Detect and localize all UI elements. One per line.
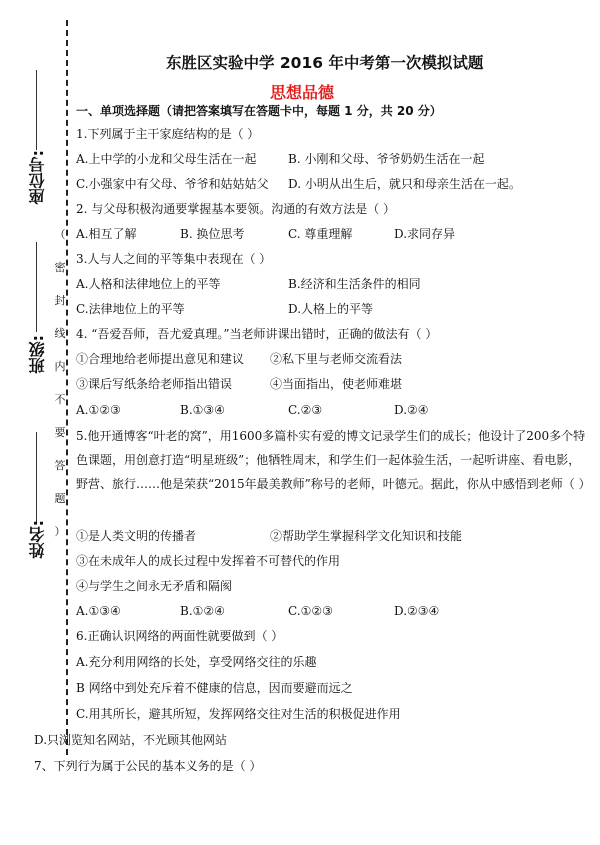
q6-option-b: B 网络中到处充斥着不健康的信息，因而要避而远之 — [76, 681, 353, 695]
class-label: 班级: — [28, 335, 47, 374]
q1-option-b: B. 小刚和父母、爷爷奶奶生活在一起 — [288, 152, 485, 166]
seat-label: 座位号: — [28, 150, 47, 205]
binding-margin — [0, 0, 80, 845]
q3-option-b: B.经济和生活条件的相同 — [288, 277, 421, 291]
page-title: 东胜区实验中学 2016 年中考第一次模拟试题 — [166, 54, 484, 72]
q4-statement-4: ④当面指出，使老师难堪 — [270, 377, 403, 391]
seat-underline — [36, 70, 37, 150]
name-underline — [36, 432, 37, 522]
q7-stem: 7、下列行为属于公民的基本义务的是（ ） — [34, 759, 262, 773]
q5-statement-2: ②帮助学生掌握科学文化知识和技能 — [270, 529, 463, 543]
name-label: 姓名: — [28, 520, 47, 559]
q1-option-c: C.小强家中有父母、爷爷和姑姑姑父 — [76, 177, 269, 191]
q4-option-b: B.①③④ — [180, 403, 225, 417]
q4-stem: 4. “吾爱吾师，吾尤爱真理。”当老师讲课出错时，正确的做法有（ ） — [76, 327, 438, 341]
q3-option-c: C.法律地位上的平等 — [76, 302, 185, 316]
q5-statement-1: ①是人类文明的传播者 — [76, 529, 197, 543]
section-heading: 一、单项选择题（请把答案填写在答题卡中，每题 1 分，共 20 分） — [76, 104, 442, 118]
q4-statement-3: ③课后写纸条给老师指出错误 — [76, 377, 233, 391]
q6-stem: 6.正确认识网络的两面性就要做到（ ） — [76, 629, 284, 643]
q3-option-d: D.人格上的平等 — [288, 302, 374, 316]
seal-char: 内 — [54, 360, 66, 373]
seal-char: 密 — [54, 261, 66, 274]
seal-char: （ — [54, 228, 66, 241]
q5-stem: 5.他开通博客“叶老的窝”，用1600多篇朴实有爱的博文记录学生们的成长；他设计了200多个特色课题，用创意打造“明星班级”；他牺牲周末，和学生们一起体验生活，一起听讲座、看电影，野营、旅行……他是荣获“2015年最美教师”称号的老师，叶德元。据此，你从中感悟到老师（ ） — [76, 429, 591, 491]
seal-text — [52, 218, 68, 548]
q4-statement-2: ②私下里与老师交流看法 — [270, 352, 403, 366]
seal-char: 题 — [54, 492, 66, 505]
q2-option-c: C. 尊重理解 — [288, 227, 353, 241]
q1-option-d: D. 小明从出生后，就只和母亲生活在一起。 — [288, 177, 521, 191]
q5-option-d: D.②③④ — [394, 604, 440, 618]
q5-statement-3: ③在未成年人的成长过程中发挥着不可替代的作用 — [76, 554, 341, 568]
q4-option-c: C.②③ — [288, 403, 323, 417]
seal-char: 要 — [54, 426, 66, 439]
q2-option-a: A.相互了解 — [76, 227, 137, 241]
seal-char: ） — [54, 525, 66, 538]
q4-statement-1: ①合理地给老师提出意见和建议 — [76, 352, 245, 366]
q2-option-b: B. 换位思考 — [180, 227, 245, 241]
q4-option-d: D.②④ — [394, 403, 429, 417]
q5-option-c: C.①②③ — [288, 604, 333, 618]
q5-option-a: A.①③④ — [76, 604, 121, 618]
q6-option-d: D.只浏览知名网站，不光顾其他网站 — [34, 733, 228, 747]
class-underline — [36, 242, 37, 332]
q5-option-b: B.①②④ — [180, 604, 225, 618]
q3-option-a: A.人格和法律地位上的平等 — [76, 277, 221, 291]
subject-title: 思想品德 — [270, 83, 335, 102]
seal-char: 答 — [54, 459, 66, 472]
seal-char: 不 — [54, 393, 66, 406]
q6-option-a: A.充分利用网络的长处，享受网络交往的乐趣 — [76, 655, 317, 669]
q1-stem: 1.下列属于主干家庭结构的是（ ） — [76, 127, 260, 141]
seal-char: 线 — [54, 327, 66, 340]
q6-option-c: C.用其所长，避其所短，发挥网络交往对生活的积极促进作用 — [76, 707, 401, 721]
q3-stem: 3.人与人之间的平等集中表现在（ ） — [76, 252, 272, 266]
q5-statement-4: ④与学生之间永无矛盾和隔阂 — [76, 579, 233, 593]
q4-option-a: A.①②③ — [76, 403, 121, 417]
q2-option-d: D.求同存异 — [394, 227, 456, 241]
q2-stem: 2. 与父母积极沟通要掌握基本要领。沟通的有效方法是（ ） — [76, 202, 396, 216]
q1-option-a: A.上中学的小龙和父母生活在一起 — [76, 152, 257, 166]
seal-char: 封 — [54, 294, 66, 307]
